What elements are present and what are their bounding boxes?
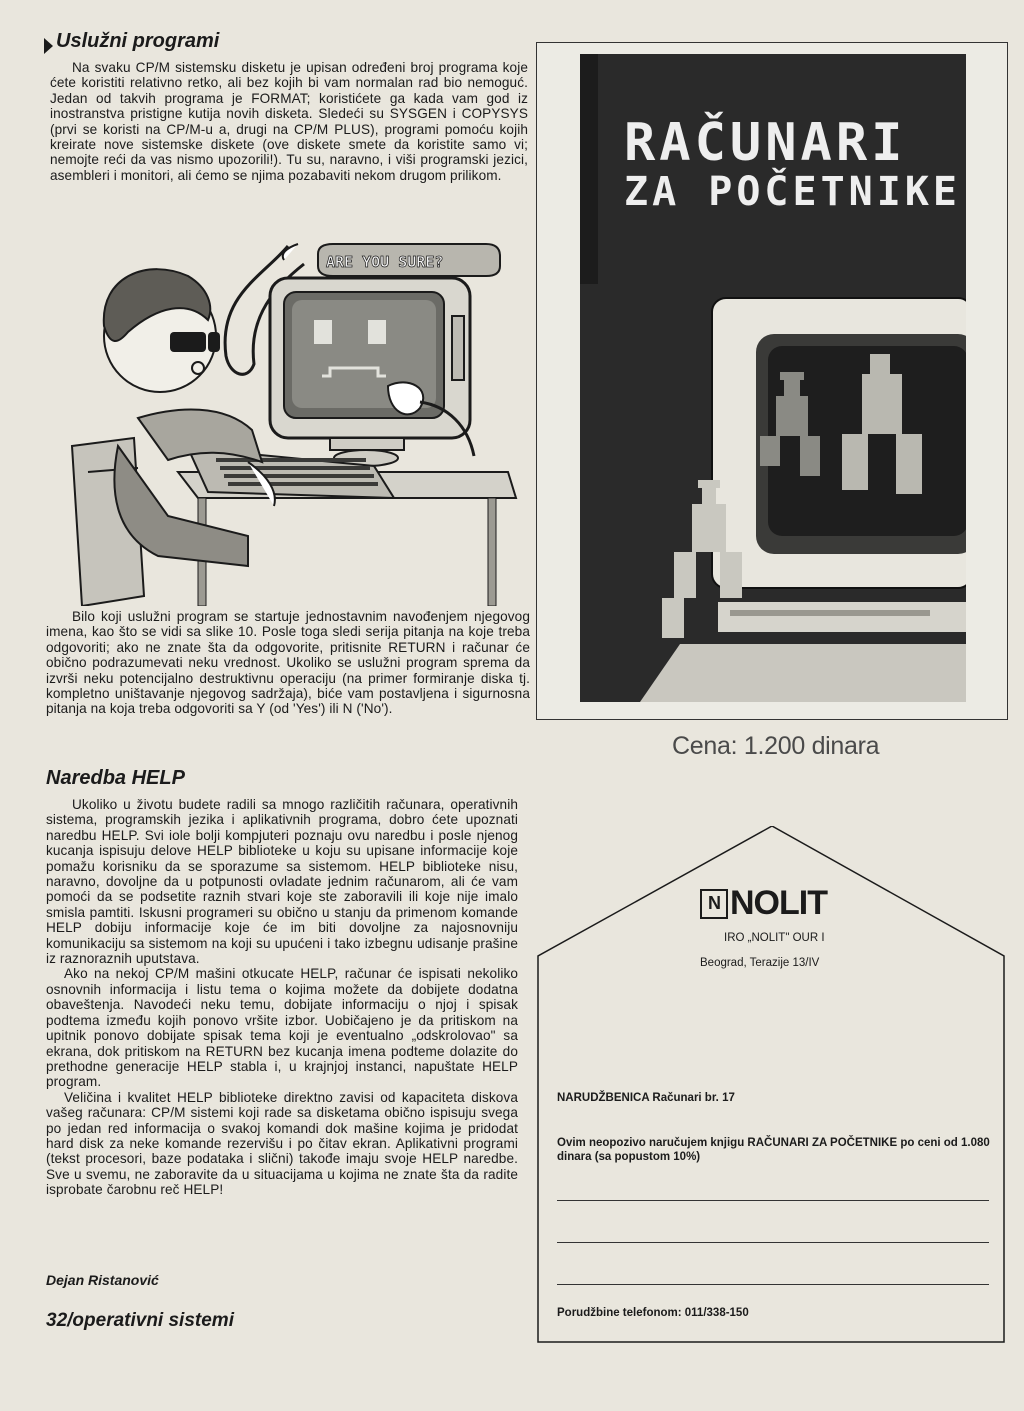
order-form-text: Ovim neopozivo naručujem knjigu RAČUNARI ZA POČETNIKE po ceni od 1.080 dinara (sa popustom 10%) (557, 1137, 990, 1163)
publisher-org: IRO „NOLIT" OUR I (724, 932, 825, 944)
page-footer: 32/operativni sistemi (46, 1310, 234, 1331)
book-cover (580, 54, 966, 702)
paragraph-startup: Bilo koji uslužni program se startuje jednostavnim navođenjem njegovog imena, kao što se vidi sa slike 10. Posle toga sledi serija pitanja na koje treba odgovoriti; ako ne znate šta da odgovorite, pritisnite RETURN i računar će obično podrazumevati neku vrednost. Ukoliko se uslužni program sprema da izvrši neku potencijalno destruktivnu operaciju (na primer formiranje diska tj. kompletno uništavanje njegovog sadržaja), biće vam postavljena i sigurnosna pitanja na koja treba odgovoriti sa Y (od 'Yes') ili N ('No'). (46, 609, 530, 717)
order-blank-line-1[interactable] (557, 1200, 989, 1201)
book-price: Cena: 1.200 dinara (672, 732, 880, 760)
paragraph-help-size: Veličina i kvalitet HELP biblioteke direktno zavisi od kapaciteta diskova vašeg računara: CP/M sistemi koji rade sa disketama obično ispisuju svega po jedan red informacija o svakoj komandi dok mašine kojima je pridodat hard disk za neke komande rezervišu i po čitav ekran. Aplikativni programi (tekst procesori, baze podataka i slični) takođe imaju svoje HELP naredbe. Sve u svemu, ne zaboravite da u situacijama u kojima ne znate šta da radite isprobate čarobnu reč HELP! (46, 1089, 518, 1198)
help-section-body (46, 797, 518, 1198)
paragraph-help-cpm: Ako na nekoj CP/M mašini otkucate HELP, računar će ispisati nekoliko osnovnih informacija i listu tema o kojima možete da dobijete dodatna obaveštenja. Navodeći neku temu, dobijate informaciju o njoj i spisak podtema između kojih ponovo vršite izbor. Uobičajeno je da pritiskom na upitnik ponovo dobijate spisak tema koji je eventualno „odskrolovao" sa ekrana, dok pritiskom na RETURN bez kucanja imena podteme dolazite do prethodne generacije HELP stabla i, u krajnjoj instanci, napuštate HELP program. (46, 966, 518, 1090)
cover-computer-art (580, 284, 966, 702)
publisher-address: Beograd, Terazije 13/IV (700, 957, 820, 969)
book-title-line2: ZA POČETNIKE (624, 168, 961, 215)
nolit-brand-text: NOLIT (730, 884, 827, 922)
nolit-logo (700, 884, 827, 923)
section-title-naredba-help: Naredba HELP (46, 767, 185, 789)
paragraph-intro: Na svaku CP/M sistemsku disketu je upisan određeni broj programa koje ćete koristiti relativno retko, ali bez kojih bi vam normalan rad bio nemoguć. Jedan od takvih programa je FORMAT; koristićete ga kada vam god iz inostranstva pristigne kutija novih disketa. Sledeći su SYSGEN i COPYSYS (prvi se koristi na CP/M-u a, drugi na CP/M PLUS), programi pomoću kojih kreirate nove sistemske diskete (ove diskete smete da koristite samo vi; nemojte reći da vas nismo upozorili!). Tu su, naravno, i viši programski jezici, asembleri i monitori, ali ćemo se njima pozabaviti nekom drugom prilikom. (50, 60, 528, 183)
order-phone: Porudžbine telefonom: 011/338-150 (557, 1307, 749, 1319)
speech-bubble-text: ARE YOU SURE? (326, 253, 444, 271)
book-cover-title (624, 113, 961, 215)
section-marker-icon (44, 38, 53, 54)
author-name: Dejan Ristanović (46, 1272, 159, 1288)
order-blank-line-2[interactable] (557, 1242, 989, 1243)
nolit-mark-icon: N (700, 889, 728, 919)
cartoon-computer-illustration (48, 236, 526, 606)
paragraph-help-intro: Ukoliko u životu budete radili sa mnogo različitih računara, operativnih sistema, programskih jezika i aplikativnih programa, dobro ćete upoznati naredbu HELP. Svi iole bolji kompjuteri poznaju ovu naredbu i posle njenog kucanja ispisuju delove HELP biblioteke u koju su upisane informacije koje pomažu korisniku da se sporazume sa sistemom. HELP biblioteke nisu, naravno, dovoljne da u potpunosti ovladate jednim računarom, ali će vam pomoći da se podsetite raznih stvari koje ste zaboravili ili koje nije imalo smisla pamtiti. Iskusni programeri su obično u stanju da primenom komande HELP dobiju informacije koje će im biti dovoljne za najosnovniju komunikaciju sa sistemom na koji su upućeni i tako izbegnu udisanje prašine iz raznoraznih uputstava. (46, 797, 518, 967)
order-form-heading: NARUDŽBENICA Računari br. 17 (557, 1092, 735, 1104)
book-title-line1: RAČUNARI (624, 113, 907, 173)
order-blank-line-3[interactable] (557, 1284, 989, 1285)
section-title-usluzni-programi: Uslužni programi (56, 30, 220, 52)
